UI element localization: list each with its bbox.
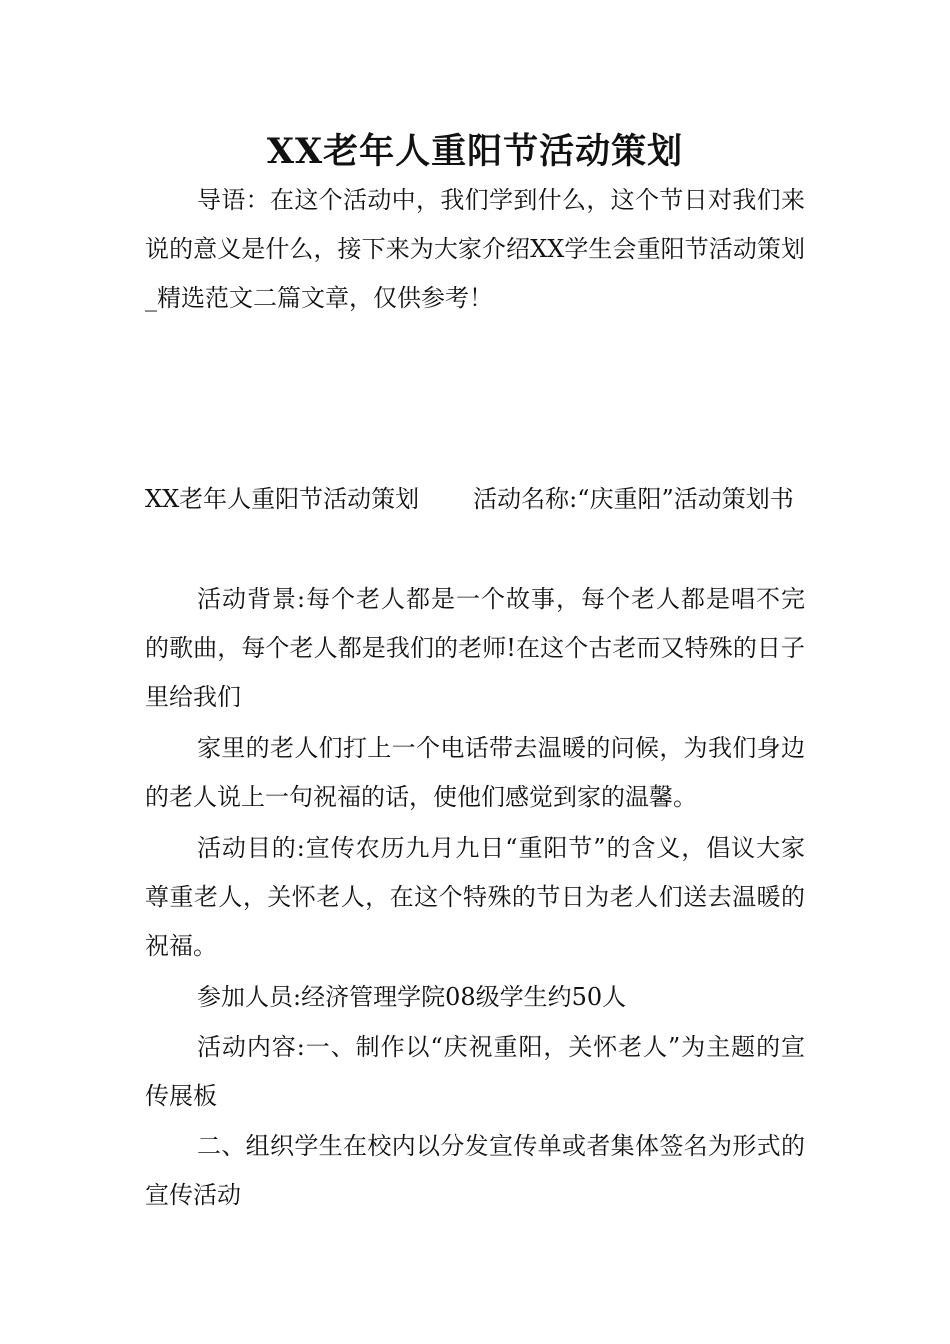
paragraph-participants: 参加人员:经济管理学院08级学生约50人: [197, 983, 627, 1011]
paragraph-background: 活动背景:每个老人都是一个故事，每个老人都是唱不完的歌曲，每个老人都是我们的老师!在这个古老而又特殊的日子里给我们: [145, 585, 805, 711]
article-heading: [145, 475, 805, 524]
activity-name: 活动名称:“庆重阳”活动策划书: [473, 485, 794, 513]
paragraph-content-one: 活动内容:一、制作以“庆祝重阳，关怀老人”为主题的宣传展板: [145, 1033, 805, 1110]
paragraph-greeting: 家里的老人们打上一个电话带去温暖的问候，为我们身边的老人说上一句祝福的话，使他们感觉到家的温馨。: [145, 734, 805, 811]
paragraph-purpose: 活动目的:宣传农历九月九日“重阳节”的含义，倡议大家尊重老人，关怀老人，在这个特殊的节日为老人们送去温暖的祝福。: [145, 834, 805, 960]
article-title: XX老年人重阳节活动策划: [145, 485, 420, 513]
intro-paragraph: 导语：在这个活动中，我们学到什么，这个节日对我们来说的意义是什么，接下来为大家介绍XX学生会重阳节活动策划_精选范文二篇文章，仅供参考！: [145, 186, 805, 312]
document-title: XX老年人重阳节活动策划: [266, 131, 684, 172]
paragraph-content-two: 二、组织学生在校内以分发宣传单或者集体签名为形式的宣传活动: [145, 1132, 805, 1209]
